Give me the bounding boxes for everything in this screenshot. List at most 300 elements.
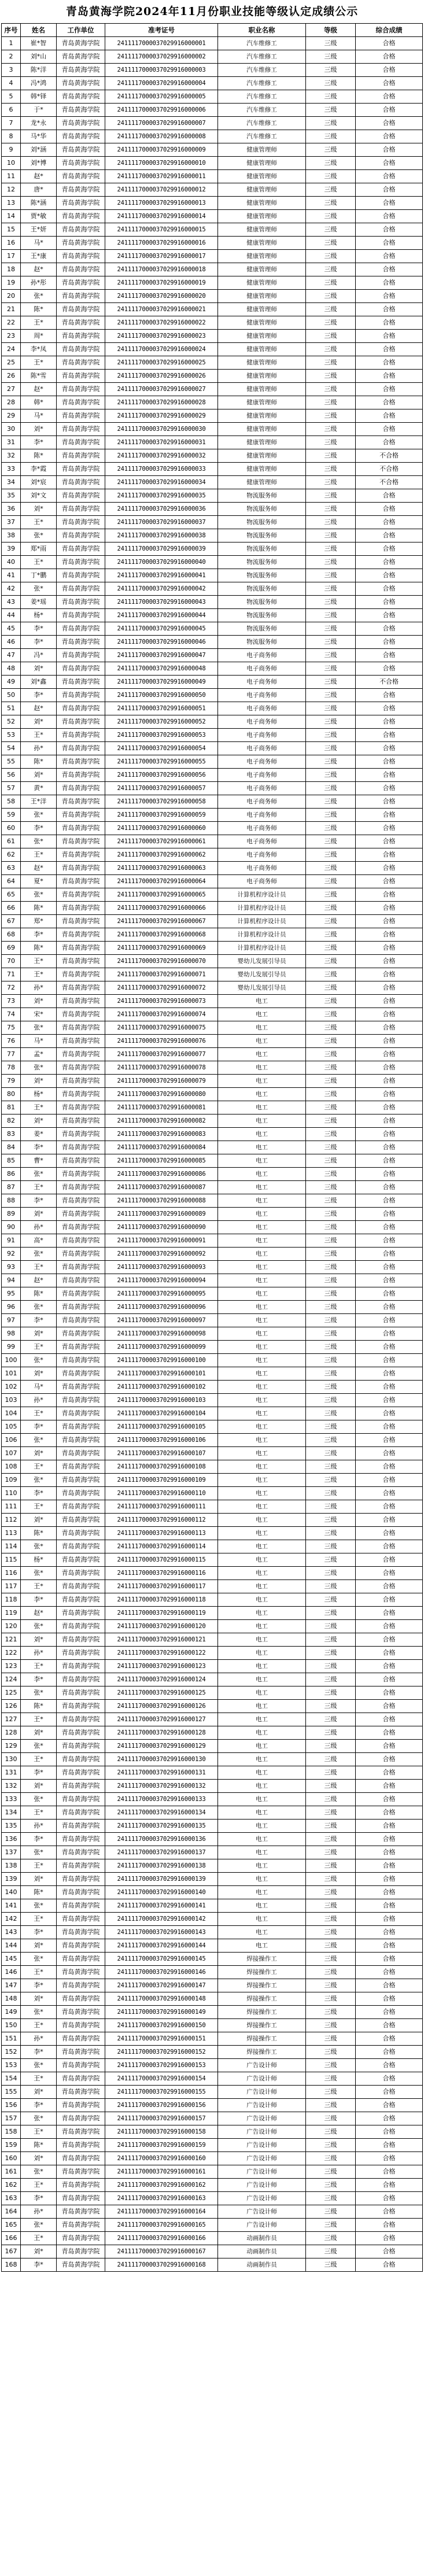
cell-ticket-number: 2411117000037029916000057 [105, 782, 218, 795]
cell-occupation: 电工 [218, 1327, 306, 1341]
cell-employer: 青岛黄海学院 [57, 1899, 105, 1913]
cell-name: 张* [21, 1567, 57, 1580]
cell-name: 王* [21, 316, 57, 330]
cell-level: 三级 [306, 569, 356, 582]
cell-occupation: 电工 [218, 1820, 306, 1833]
cell-result: 合格 [356, 1607, 423, 1620]
cell-employer: 青岛黄海学院 [57, 383, 105, 396]
cell-name: 张* [21, 2165, 57, 2179]
cell-occupation: 电子商务师 [218, 729, 306, 742]
cell-ticket-number: 2411117000037029916000109 [105, 1474, 218, 1487]
cell-occupation: 物流服务师 [218, 569, 306, 582]
cell-occupation: 电工 [218, 995, 306, 1008]
cell-occupation: 广告设计师 [218, 2059, 306, 2072]
cell-name: 王* [21, 1407, 57, 1420]
cell-name: 陈* [21, 1700, 57, 1713]
cell-employer: 青岛黄海学院 [57, 755, 105, 769]
cell-ticket-number: 2411117000037029916000122 [105, 1647, 218, 1660]
cell-result: 合格 [356, 1979, 423, 1992]
cell-employer: 青岛黄海学院 [57, 1208, 105, 1221]
cell-result: 合格 [356, 1221, 423, 1234]
cell-index: 134 [2, 1806, 21, 1820]
cell-level: 三级 [306, 1381, 356, 1394]
cell-level: 三级 [306, 1726, 356, 1740]
cell-employer: 青岛黄海学院 [57, 170, 105, 183]
table-row [2, 1992, 423, 2006]
cell-ticket-number: 2411117000037029916000020 [105, 290, 218, 303]
cell-name: 刘* [21, 1447, 57, 1460]
cell-result: 合格 [356, 1780, 423, 1793]
table-row [2, 769, 423, 782]
cell-ticket-number: 2411117000037029916000133 [105, 1793, 218, 1806]
cell-level: 三级 [306, 1806, 356, 1820]
cell-level: 三级 [306, 276, 356, 290]
cell-result: 合格 [356, 423, 423, 436]
cell-result: 合格 [356, 1700, 423, 1713]
cell-employer: 青岛黄海学院 [57, 569, 105, 582]
cell-result: 合格 [356, 1620, 423, 1633]
cell-employer: 青岛黄海学院 [57, 1527, 105, 1540]
table-row [2, 1753, 423, 1766]
table-row [2, 1713, 423, 1726]
cell-index: 103 [2, 1394, 21, 1407]
cell-result: 合格 [356, 1580, 423, 1593]
cell-occupation: 健康管理师 [218, 250, 306, 263]
table-row [2, 2125, 423, 2139]
table-row [2, 1593, 423, 1607]
cell-name: 李* [21, 822, 57, 835]
table-row [2, 782, 423, 795]
cell-ticket-number: 2411117000037029916000063 [105, 862, 218, 875]
cell-level: 三级 [306, 2032, 356, 2046]
table-row [2, 1966, 423, 1979]
cell-ticket-number: 2411117000037029916000005 [105, 90, 218, 104]
cell-employer: 青岛黄海学院 [57, 77, 105, 90]
cell-result: 合格 [356, 1248, 423, 1261]
cell-ticket-number: 2411117000037029916000140 [105, 1886, 218, 1899]
cell-ticket-number: 2411117000037029916000051 [105, 702, 218, 715]
cell-index: 120 [2, 1620, 21, 1633]
cell-employer: 青岛黄海学院 [57, 795, 105, 809]
cell-employer: 青岛黄海学院 [57, 649, 105, 662]
cell-ticket-number: 2411117000037029916000025 [105, 356, 218, 370]
cell-employer: 青岛黄海学院 [57, 875, 105, 888]
table-row [2, 2059, 423, 2072]
results-table [1, 23, 423, 2272]
cell-name: 姜*瑶 [21, 596, 57, 609]
cell-result: 合格 [356, 1926, 423, 1939]
cell-occupation: 电工 [218, 1833, 306, 1846]
cell-employer: 青岛黄海学院 [57, 2125, 105, 2139]
cell-ticket-number: 2411117000037029916000064 [105, 875, 218, 888]
cell-employer: 青岛黄海学院 [57, 1979, 105, 1992]
cell-occupation: 电工 [218, 1593, 306, 1607]
cell-index: 34 [2, 476, 21, 489]
cell-index: 139 [2, 1873, 21, 1886]
cell-occupation: 物流服务师 [218, 489, 306, 503]
cell-name: 马* [21, 237, 57, 250]
cell-name: 孙* [21, 981, 57, 995]
cell-level: 三级 [306, 1447, 356, 1460]
cell-ticket-number: 2411117000037029916000072 [105, 981, 218, 995]
cell-employer: 青岛黄海学院 [57, 1021, 105, 1035]
cell-level: 三级 [306, 1633, 356, 1647]
cell-name: 李*霞 [21, 463, 57, 476]
table-row [2, 449, 423, 463]
cell-ticket-number: 2411117000037029916000134 [105, 1806, 218, 1820]
cell-employer: 青岛黄海学院 [57, 2139, 105, 2152]
cell-level: 三级 [306, 1460, 356, 1474]
table-row [2, 130, 423, 143]
cell-employer: 青岛黄海学院 [57, 2152, 105, 2165]
cell-occupation: 电工 [218, 1726, 306, 1740]
cell-index: 11 [2, 170, 21, 183]
cell-result: 合格 [356, 809, 423, 822]
cell-result: 合格 [356, 370, 423, 383]
table-row [2, 1394, 423, 1407]
cell-level: 三级 [306, 2072, 356, 2086]
cell-ticket-number: 2411117000037029916000112 [105, 1514, 218, 1527]
table-row [2, 968, 423, 981]
cell-occupation: 广告设计师 [218, 2099, 306, 2112]
cell-employer: 青岛黄海学院 [57, 1647, 105, 1660]
cell-level: 三级 [306, 1274, 356, 1287]
cell-employer: 青岛黄海学院 [57, 1633, 105, 1647]
cell-index: 152 [2, 2046, 21, 2059]
cell-employer: 青岛黄海学院 [57, 636, 105, 649]
cell-name: 王* [21, 968, 57, 981]
cell-ticket-number: 2411117000037029916000013 [105, 197, 218, 210]
cell-occupation: 电工 [218, 1540, 306, 1553]
cell-occupation: 物流服务师 [218, 516, 306, 529]
cell-name: 张* [21, 809, 57, 822]
cell-occupation: 健康管理师 [218, 263, 306, 276]
table-row [2, 463, 423, 476]
cell-occupation: 物流服务师 [218, 556, 306, 569]
cell-occupation: 健康管理师 [218, 303, 306, 316]
cell-employer: 青岛黄海学院 [57, 1514, 105, 1527]
cell-employer: 青岛黄海学院 [57, 476, 105, 489]
cell-ticket-number: 2411117000037029916000144 [105, 1939, 218, 1953]
cell-employer: 青岛黄海学院 [57, 915, 105, 928]
table-row [2, 2139, 423, 2152]
cell-employer: 青岛黄海学院 [57, 902, 105, 915]
cell-result: 合格 [356, 2019, 423, 2032]
cell-name: 刘* [21, 1367, 57, 1381]
cell-index: 29 [2, 409, 21, 423]
cell-employer: 青岛黄海学院 [57, 1048, 105, 1061]
table-row [2, 689, 423, 702]
cell-occupation: 物流服务师 [218, 609, 306, 622]
cell-index: 62 [2, 848, 21, 862]
table-row [2, 2032, 423, 2046]
cell-employer: 青岛黄海学院 [57, 1859, 105, 1873]
cell-name: 王* [21, 2019, 57, 2032]
cell-name: 杨* [21, 1553, 57, 1567]
cell-employer: 青岛黄海学院 [57, 303, 105, 316]
cell-result: 合格 [356, 1261, 423, 1274]
table-row [2, 343, 423, 356]
cell-level: 三级 [306, 2245, 356, 2258]
cell-level: 三级 [306, 1181, 356, 1194]
cell-occupation: 健康管理师 [218, 237, 306, 250]
cell-level: 三级 [306, 1035, 356, 1048]
table-row [2, 1806, 423, 1820]
cell-occupation: 电工 [218, 1101, 306, 1114]
cell-occupation: 焊接操作工 [218, 2006, 306, 2019]
cell-ticket-number: 2411117000037029916000165 [105, 2219, 218, 2232]
cell-name: 韩* [21, 396, 57, 409]
header-name: 姓名 [21, 24, 57, 37]
cell-index: 154 [2, 2072, 21, 2086]
cell-name: 贾*敏 [21, 210, 57, 223]
table-row [2, 1607, 423, 1620]
cell-ticket-number: 2411117000037029916000022 [105, 316, 218, 330]
cell-employer: 青岛黄海学院 [57, 1793, 105, 1806]
cell-employer: 青岛黄海学院 [57, 1008, 105, 1021]
cell-index: 20 [2, 290, 21, 303]
cell-occupation: 电工 [218, 1274, 306, 1287]
cell-employer: 青岛黄海学院 [57, 1939, 105, 1953]
table-row [2, 1846, 423, 1859]
cell-ticket-number: 2411117000037029916000004 [105, 77, 218, 90]
cell-name: 王* [21, 955, 57, 968]
cell-occupation: 电子商务师 [218, 875, 306, 888]
cell-result: 合格 [356, 1008, 423, 1021]
cell-index: 143 [2, 1926, 21, 1939]
cell-employer: 青岛黄海学院 [57, 1128, 105, 1141]
cell-level: 三级 [306, 489, 356, 503]
cell-index: 69 [2, 942, 21, 955]
table-row [2, 1820, 423, 1833]
cell-level: 三级 [306, 1434, 356, 1447]
cell-result: 合格 [356, 263, 423, 276]
cell-occupation: 电工 [218, 1514, 306, 1527]
cell-employer: 青岛黄海学院 [57, 117, 105, 130]
cell-name: 李* [21, 1194, 57, 1208]
cell-employer: 青岛黄海学院 [57, 1726, 105, 1740]
cell-occupation: 健康管理师 [218, 409, 306, 423]
cell-result: 合格 [356, 1992, 423, 2006]
table-row [2, 2219, 423, 2232]
cell-index: 161 [2, 2165, 21, 2179]
cell-level: 三级 [306, 1075, 356, 1088]
table-row [2, 2086, 423, 2099]
cell-ticket-number: 2411117000037029916000015 [105, 223, 218, 237]
cell-index: 90 [2, 1221, 21, 1234]
cell-name: 刘*鑫 [21, 676, 57, 689]
cell-result: 合格 [356, 2165, 423, 2179]
cell-index: 164 [2, 2205, 21, 2219]
cell-level: 三级 [306, 1141, 356, 1154]
cell-occupation: 健康管理师 [218, 463, 306, 476]
cell-result: 合格 [356, 1859, 423, 1873]
cell-index: 55 [2, 755, 21, 769]
cell-occupation: 焊接操作工 [218, 1979, 306, 1992]
cell-occupation: 健康管理师 [218, 197, 306, 210]
table-row [2, 1128, 423, 1141]
cell-result: 合格 [356, 848, 423, 862]
table-row [2, 2019, 423, 2032]
table-row [2, 290, 423, 303]
cell-result: 合格 [356, 915, 423, 928]
cell-level: 三级 [306, 1953, 356, 1966]
cell-result: 合格 [356, 569, 423, 582]
cell-occupation: 婴幼儿发展引导员 [218, 968, 306, 981]
cell-occupation: 电工 [218, 1341, 306, 1354]
cell-index: 66 [2, 902, 21, 915]
cell-result: 合格 [356, 742, 423, 755]
cell-result: 合格 [356, 596, 423, 609]
cell-employer: 青岛黄海学院 [57, 1314, 105, 1327]
cell-name: 马* [21, 1381, 57, 1394]
cell-employer: 青岛黄海学院 [57, 862, 105, 875]
cell-occupation: 婴幼儿发展引导员 [218, 981, 306, 995]
cell-index: 5 [2, 90, 21, 104]
cell-index: 132 [2, 1780, 21, 1793]
cell-employer: 青岛黄海学院 [57, 1620, 105, 1633]
cell-ticket-number: 2411117000037029916000162 [105, 2179, 218, 2192]
cell-result: 合格 [356, 503, 423, 516]
cell-occupation: 电工 [218, 1061, 306, 1075]
cell-ticket-number: 2411117000037029916000130 [105, 1753, 218, 1766]
cell-result: 合格 [356, 170, 423, 183]
cell-name: 冯* [21, 649, 57, 662]
cell-ticket-number: 2411117000037029916000062 [105, 848, 218, 862]
cell-employer: 青岛黄海学院 [57, 197, 105, 210]
cell-index: 9 [2, 143, 21, 157]
cell-result: 合格 [356, 1154, 423, 1168]
cell-index: 53 [2, 729, 21, 742]
cell-index: 141 [2, 1899, 21, 1913]
cell-level: 三级 [306, 1327, 356, 1341]
cell-ticket-number: 2411117000037029916000032 [105, 449, 218, 463]
cell-occupation: 广告设计师 [218, 2192, 306, 2205]
table-row [2, 210, 423, 223]
cell-index: 89 [2, 1208, 21, 1221]
cell-level: 三级 [306, 516, 356, 529]
cell-name: 孙* [21, 2205, 57, 2219]
cell-name: 王* [21, 1261, 57, 1274]
cell-name: 王* [21, 516, 57, 529]
cell-result: 合格 [356, 1048, 423, 1061]
cell-level: 三级 [306, 649, 356, 662]
cell-index: 87 [2, 1181, 21, 1194]
cell-name: 李* [21, 2192, 57, 2205]
cell-employer: 青岛黄海学院 [57, 1780, 105, 1793]
cell-occupation: 健康管理师 [218, 396, 306, 409]
cell-employer: 青岛黄海学院 [57, 955, 105, 968]
cell-level: 三级 [306, 2179, 356, 2192]
cell-occupation: 电工 [218, 1075, 306, 1088]
cell-index: 102 [2, 1381, 21, 1394]
cell-index: 88 [2, 1194, 21, 1208]
cell-index: 110 [2, 1487, 21, 1500]
table-row [2, 330, 423, 343]
cell-ticket-number: 2411117000037029916000099 [105, 1341, 218, 1354]
table-row [2, 77, 423, 90]
cell-employer: 青岛黄海学院 [57, 1367, 105, 1381]
cell-ticket-number: 2411117000037029916000027 [105, 383, 218, 396]
cell-level: 三级 [306, 290, 356, 303]
table-row [2, 1633, 423, 1647]
cell-occupation: 健康管理师 [218, 383, 306, 396]
cell-level: 三级 [306, 1647, 356, 1660]
cell-level: 三级 [306, 1394, 356, 1407]
table-row [2, 1061, 423, 1075]
cell-ticket-number: 2411117000037029916000118 [105, 1593, 218, 1607]
table-row [2, 1088, 423, 1101]
cell-level: 三级 [306, 50, 356, 64]
cell-index: 8 [2, 130, 21, 143]
cell-result: 合格 [356, 356, 423, 370]
cell-index: 43 [2, 596, 21, 609]
cell-ticket-number: 2411117000037029916000060 [105, 822, 218, 835]
cell-employer: 青岛黄海学院 [57, 529, 105, 542]
cell-result: 合格 [356, 1913, 423, 1926]
cell-level: 三级 [306, 2165, 356, 2179]
cell-index: 38 [2, 529, 21, 542]
table-row [2, 636, 423, 649]
cell-employer: 青岛黄海学院 [57, 1753, 105, 1766]
cell-index: 112 [2, 1514, 21, 1527]
cell-ticket-number: 2411117000037029916000141 [105, 1899, 218, 1913]
cell-index: 25 [2, 356, 21, 370]
cell-occupation: 电工 [218, 1660, 306, 1673]
cell-employer: 青岛黄海学院 [57, 2179, 105, 2192]
table-row [2, 1021, 423, 1035]
cell-employer: 青岛黄海学院 [57, 1420, 105, 1434]
cell-employer: 青岛黄海学院 [57, 370, 105, 383]
table-row [2, 1168, 423, 1181]
cell-occupation: 动画制作员 [218, 2245, 306, 2258]
cell-index: 147 [2, 1979, 21, 1992]
cell-result: 合格 [356, 1820, 423, 1833]
cell-occupation: 汽车维修工 [218, 117, 306, 130]
cell-result: 合格 [356, 1407, 423, 1420]
table-row [2, 2245, 423, 2258]
cell-level: 三级 [306, 250, 356, 263]
cell-ticket-number: 2411117000037029916000100 [105, 1354, 218, 1367]
cell-result: 合格 [356, 1833, 423, 1846]
cell-employer: 青岛黄海学院 [57, 769, 105, 782]
cell-ticket-number: 2411117000037029916000002 [105, 50, 218, 64]
cell-employer: 青岛黄海学院 [57, 2099, 105, 2112]
cell-employer: 青岛黄海学院 [57, 449, 105, 463]
cell-employer: 青岛黄海学院 [57, 2006, 105, 2019]
cell-level: 三级 [306, 1686, 356, 1700]
cell-level: 三级 [306, 1168, 356, 1181]
cell-employer: 青岛黄海学院 [57, 1194, 105, 1208]
cell-level: 三级 [306, 1314, 356, 1327]
cell-result: 合格 [356, 276, 423, 290]
cell-name: 张* [21, 1540, 57, 1553]
cell-level: 三级 [306, 37, 356, 50]
table-row [2, 981, 423, 995]
cell-ticket-number: 2411117000037029916000096 [105, 1301, 218, 1314]
cell-result: 合格 [356, 662, 423, 676]
table-row [2, 1766, 423, 1780]
cell-name: 刘* [21, 1780, 57, 1793]
cell-name: 刘* [21, 1075, 57, 1088]
cell-employer: 青岛黄海学院 [57, 356, 105, 370]
cell-ticket-number: 2411117000037029916000164 [105, 2205, 218, 2219]
cell-name: 姜* [21, 1128, 57, 1141]
table-row [2, 1141, 423, 1154]
cell-occupation: 电工 [218, 1607, 306, 1620]
cell-level: 三级 [306, 715, 356, 729]
cell-level: 三级 [306, 383, 356, 396]
